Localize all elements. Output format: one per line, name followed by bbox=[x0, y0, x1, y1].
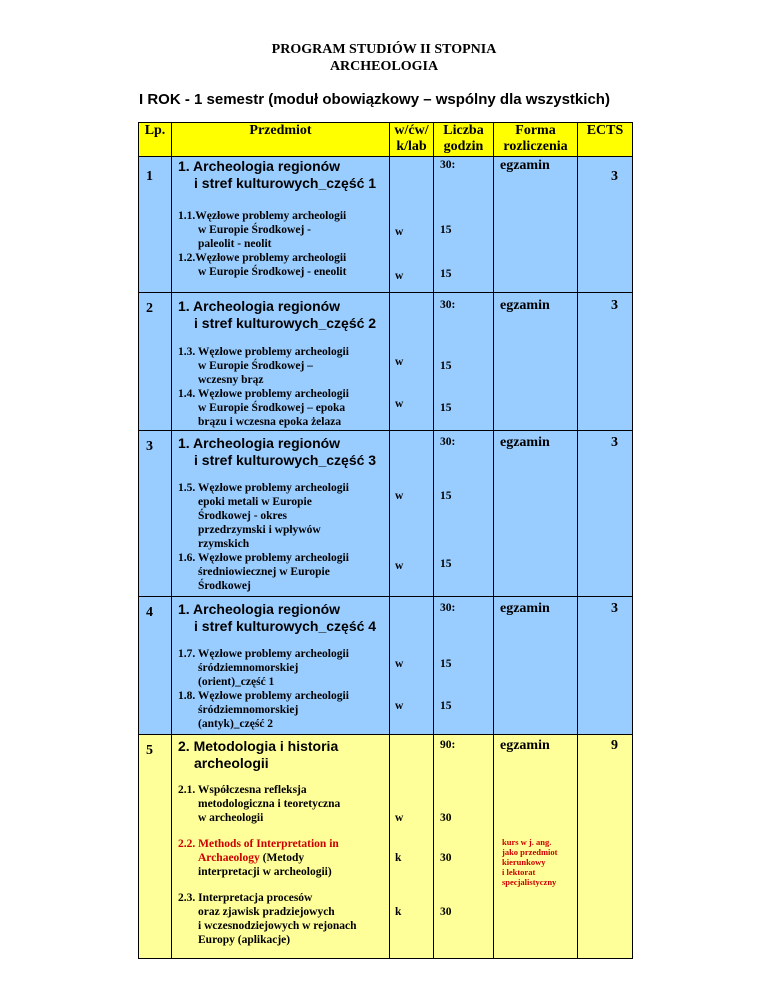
item-type: w bbox=[395, 226, 404, 238]
lp-value: 4 bbox=[146, 605, 153, 620]
type-cell bbox=[390, 735, 434, 959]
item-type: w bbox=[395, 812, 404, 824]
item-line: paleolit - neolit bbox=[198, 238, 272, 250]
ects-cell bbox=[578, 293, 633, 431]
item-line: 1.3. Węzłowe problemy archeologii bbox=[178, 346, 349, 358]
lp-cell bbox=[139, 735, 172, 959]
item-type: w bbox=[395, 398, 404, 410]
lp-cell bbox=[139, 431, 172, 597]
item-line bbox=[198, 851, 304, 865]
item-line: 1.7. Węzłowe problemy archeologii bbox=[178, 648, 349, 660]
type-cell bbox=[390, 293, 434, 431]
item-line: 1.6. Węzłowe problemy archeologii bbox=[178, 552, 349, 564]
table-header-row bbox=[139, 123, 633, 157]
item-line: w archeologii bbox=[198, 812, 264, 824]
lp-value: 5 bbox=[146, 743, 153, 758]
group-title-cont: i stref kulturowych_część 2 bbox=[194, 315, 377, 331]
lp-value: 2 bbox=[146, 301, 153, 316]
form-cell bbox=[494, 735, 578, 959]
ects-value: 3 bbox=[611, 601, 618, 616]
group-hours: 30: bbox=[440, 436, 456, 448]
item-line: Środkowej - okres bbox=[198, 510, 288, 522]
item-line: Środkowej bbox=[198, 580, 251, 592]
group-title: 1. Archeologia regionów bbox=[178, 158, 341, 174]
item-line: w Europie Środkowej – epoka bbox=[198, 402, 346, 414]
group-title: 1. Archeologia regionów bbox=[178, 435, 341, 451]
subject-cell bbox=[172, 431, 390, 597]
form-value: egzamin bbox=[500, 298, 550, 313]
semester-heading: I ROK - 1 semestr (moduł obowiązkowy – wspólny dla wszystkich) bbox=[139, 91, 610, 108]
form-cell bbox=[494, 157, 578, 293]
item-hours: 15 bbox=[440, 490, 452, 502]
group-hours: 30: bbox=[440, 159, 456, 171]
col-subject-label: Przedmiot bbox=[249, 123, 312, 138]
english-course-note bbox=[502, 837, 557, 887]
document-title: PROGRAM STUDIÓW II STOPNIA bbox=[271, 42, 497, 57]
table-row bbox=[139, 157, 633, 293]
note-line: specjalistyczny bbox=[502, 877, 557, 887]
item-line: śródziemnomorskiej bbox=[198, 704, 299, 716]
item-type: w bbox=[395, 490, 404, 502]
type-cell bbox=[390, 597, 434, 735]
lp-cell bbox=[139, 597, 172, 735]
item-type: k bbox=[395, 906, 402, 918]
note-line: jako przedmiot bbox=[502, 847, 558, 857]
subject-cell bbox=[172, 157, 390, 293]
note-line: kurs w j. ang. bbox=[502, 837, 552, 847]
col-subject bbox=[172, 123, 390, 157]
item-line: w Europie Środkowej - bbox=[198, 224, 311, 236]
item-line: 1.5. Węzłowe problemy archeologii bbox=[178, 482, 349, 494]
item-hours: 15 bbox=[440, 268, 452, 280]
lp-cell bbox=[139, 157, 172, 293]
item-line-english-cont: Archaeology bbox=[198, 852, 260, 864]
table-row bbox=[139, 735, 633, 959]
item-line: interpretacji w archeologii) bbox=[198, 866, 332, 878]
col-form-label-2: rozliczenia bbox=[503, 139, 568, 154]
group-title: 1. Archeologia regionów bbox=[178, 298, 341, 314]
item-line: 1.4. Węzłowe problemy archeologii bbox=[178, 388, 349, 400]
col-lp-label: Lp. bbox=[144, 123, 166, 138]
item-line: wczesny brąz bbox=[198, 374, 264, 386]
item-line-polish: (Metody bbox=[259, 852, 305, 864]
item-line: i wczesnodziejowych w rejonach bbox=[198, 920, 357, 932]
col-hours-label-1: Liczba bbox=[443, 123, 484, 138]
type-cell bbox=[390, 431, 434, 597]
subject-cell bbox=[172, 293, 390, 431]
item-line: 2.3. Interpretacja procesów bbox=[178, 892, 313, 904]
hours-cell bbox=[434, 597, 494, 735]
group-title-cont: i stref kulturowych_część 4 bbox=[194, 618, 377, 634]
form-value: egzamin bbox=[500, 158, 550, 173]
col-hours-label-2: godzin bbox=[443, 139, 484, 154]
group-hours: 30: bbox=[440, 299, 456, 311]
group-title-cont: i stref kulturowych_część 1 bbox=[194, 175, 377, 191]
item-line: śródziemnomorskiej bbox=[198, 662, 299, 674]
note-line: i lektorat bbox=[502, 867, 536, 877]
item-line: oraz zjawisk pradziejowych bbox=[198, 906, 335, 918]
note-line: kierunkowy bbox=[502, 857, 546, 867]
item-hours: 15 bbox=[440, 360, 452, 372]
item-hours: 30 bbox=[440, 906, 452, 918]
group-title-cont: i stref kulturowych_część 3 bbox=[194, 452, 377, 468]
col-lp bbox=[139, 123, 172, 157]
item-line-english: 2.2. Methods of Interpretation in bbox=[178, 838, 339, 850]
hours-cell bbox=[434, 157, 494, 293]
ects-cell bbox=[578, 735, 633, 959]
group-title: 2. Metodologia i historia bbox=[178, 738, 339, 754]
col-form-label-1: Forma bbox=[515, 123, 556, 138]
hours-cell bbox=[434, 293, 494, 431]
item-hours: 30 bbox=[440, 852, 452, 864]
col-ects bbox=[578, 123, 633, 157]
col-type bbox=[390, 123, 434, 157]
ects-value: 3 bbox=[611, 298, 618, 313]
item-hours: 15 bbox=[440, 224, 452, 236]
table-row bbox=[139, 431, 633, 597]
form-cell bbox=[494, 597, 578, 735]
item-type: w bbox=[395, 356, 404, 368]
form-cell bbox=[494, 431, 578, 597]
type-cell bbox=[390, 157, 434, 293]
curriculum-table bbox=[138, 122, 633, 959]
item-hours: 30 bbox=[440, 812, 452, 824]
table-row bbox=[139, 293, 633, 431]
item-line: w Europie Środkowej – bbox=[198, 360, 313, 372]
item-type: w bbox=[395, 700, 404, 712]
form-cell bbox=[494, 293, 578, 431]
form-value: egzamin bbox=[500, 435, 550, 450]
item-line bbox=[178, 837, 339, 851]
item-line: 1.8. Węzłowe problemy archeologii bbox=[178, 690, 349, 702]
lp-value: 1 bbox=[146, 169, 153, 184]
col-type-label-1: w/ćw/ bbox=[394, 123, 429, 138]
item-type: w bbox=[395, 270, 404, 282]
item-line: 2.1. Współczesna refleksja bbox=[178, 784, 307, 796]
lp-value: 3 bbox=[146, 439, 153, 454]
item-line: średniowiecznej w Europie bbox=[198, 566, 330, 578]
item-line: w Europie Środkowej - eneolit bbox=[198, 266, 347, 278]
item-line: 1.2.Węzłowe problemy archeologii bbox=[178, 252, 347, 264]
item-line: Europy (aplikacje) bbox=[198, 934, 291, 946]
item-type: w bbox=[395, 560, 404, 572]
ects-cell bbox=[578, 157, 633, 293]
item-hours: 15 bbox=[440, 558, 452, 570]
item-line: epoki metali w Europie bbox=[198, 496, 312, 508]
item-line: metodologiczna i teoretyczna bbox=[198, 798, 341, 810]
form-value: egzamin bbox=[500, 738, 550, 753]
group-title: 1. Archeologia regionów bbox=[178, 601, 341, 617]
form-value: egzamin bbox=[500, 601, 550, 616]
ects-cell bbox=[578, 597, 633, 735]
hours-cell bbox=[434, 735, 494, 959]
item-line: rzymskich bbox=[198, 538, 250, 550]
item-line: (orient)_część 1 bbox=[198, 676, 275, 688]
ects-value: 3 bbox=[611, 435, 618, 450]
item-hours: 15 bbox=[440, 700, 452, 712]
item-hours: 15 bbox=[440, 402, 452, 414]
document-subtitle: ARCHEOLOGIA bbox=[329, 59, 439, 74]
item-line: 1.1.Węzłowe problemy archeologii bbox=[178, 210, 347, 222]
item-type: k bbox=[395, 852, 402, 864]
subject-cell bbox=[172, 735, 390, 959]
item-line: brązu i wczesna epoka żelaza bbox=[198, 416, 342, 428]
col-hours bbox=[434, 123, 494, 157]
item-line: (antyk)_część 2 bbox=[198, 718, 274, 730]
col-form bbox=[494, 123, 578, 157]
item-hours: 15 bbox=[440, 658, 452, 670]
item-line: przedrzymski i wpływów bbox=[198, 524, 321, 536]
subject-cell bbox=[172, 597, 390, 735]
col-type-label-2: k/lab bbox=[396, 139, 427, 154]
col-ects-label: ECTS bbox=[586, 123, 624, 138]
group-title-cont: archeologii bbox=[194, 755, 269, 771]
ects-cell bbox=[578, 431, 633, 597]
table-row bbox=[139, 597, 633, 735]
lp-cell bbox=[139, 293, 172, 431]
item-type: w bbox=[395, 658, 404, 670]
group-hours: 90: bbox=[440, 739, 456, 751]
ects-value: 3 bbox=[611, 169, 618, 184]
hours-cell bbox=[434, 431, 494, 597]
group-hours: 30: bbox=[440, 602, 456, 614]
ects-value: 9 bbox=[611, 738, 618, 753]
